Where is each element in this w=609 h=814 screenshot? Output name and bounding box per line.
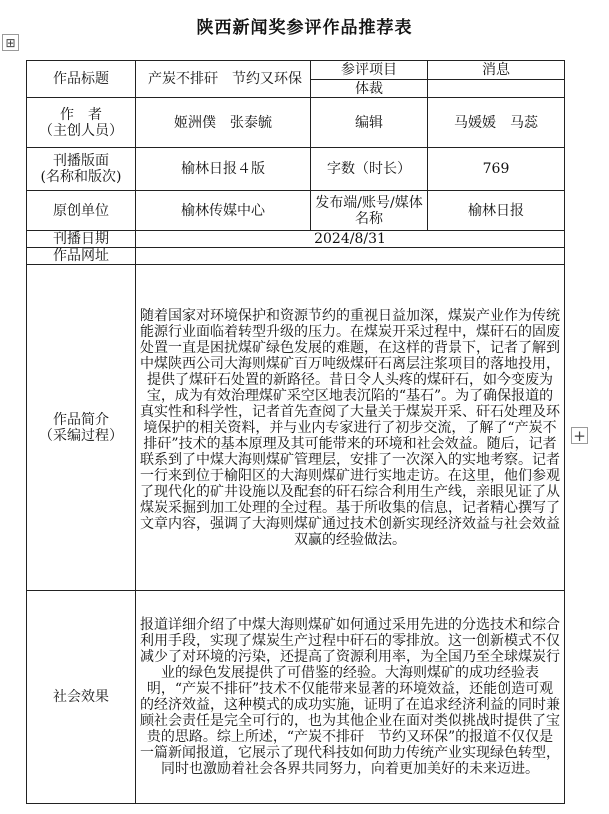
author-value[interactable]: 姬洲僕 张泰毓 [136,98,311,148]
effect-text[interactable]: 报道详细介绍了中煤大海则煤矿如何通过采用先进的分选技术和综合利用手段，实现了煤炭生产过程中矸石的零排放。这一创新模式不仅减少了对环境的污染，还提高了资源利用率，为全国乃至全球煤炭行业的绿色发展提供了可借鉴的经验。大海则煤矿的成功经验表明，“产炭不排矸”技术不仅能带来显著的环境效益，还能创造可观的经济效益，这种模式的成功实施，证明了在追求经济利益的同时兼顾社会责任是完全可行的，也为其他企业在面对类似挑战时提供了宝贵的思路。综上所述，“产炭不排矸 节约又环保”的报道不仅仅是一篇新闻报道，它展示了现代科技如何助力传统产业实现绿色转型，同时也激励着社会各界共同努力，向着更加美好的未来迈进。 [136,591,565,804]
date-value[interactable]: 2024/8/31 [136,231,565,248]
original-unit-value[interactable]: 榆林传媒中心 [136,191,311,231]
date-label: 刊播日期 [27,231,136,248]
publication-label-line-1: 刊播版面 [53,153,109,169]
editor-value[interactable]: 马媛媛 马蕊 [428,98,565,148]
intro-label [27,265,136,591]
genre-value[interactable] [428,80,565,98]
author-label-line-1: 作 者 [60,106,102,123]
page-title: 陕西新闻奖参评作品推荐表 [196,18,413,38]
publication-label-line-2: (名称和版次) [40,169,122,185]
intro-label-line-1: 作品简介 [53,411,109,428]
genre-label: 体裁 [311,80,428,98]
effect-label: 社会效果 [27,591,136,804]
category-label: 参评项目 [311,61,428,80]
intro-text[interactable]: 随着国家对环境保护和资源节约的重视日益加深，煤炭产业作为传统能源行业面临着转型升级的压力。在煤炭开采过程中，煤矸石的固废处置一直是困扰煤矿绿色发展的难题，在这样的背景下，记者了解到中煤陕西公司大海则煤矿百万吨级煤矸石离层注浆项目的落地投用，提供了煤矸石处置的新路径。昔日令人头疼的煤矸石，如今变废为宝，成为有效治理煤矿采空区地表沉陷的“基石”。为了确保报道的真实性和科学性，记者首先查阅了大量关于煤炭开采、矸石处理及环境保护的相关资料，并与业内专家进行了初步交流，了解了“产炭不排矸”技术的基本原理及其可能带来的环境和社会效益。随后，记者联系到了中煤大海则煤矿管理层，安排了一次深入的实地考察。记者一行来到位于榆阳区的大海则煤矿进行实地走访。在这里，他们参观了现代化的矿井设施以及配套的矸石综合利用生产线，亲眼见证了从煤炭采掘到加工处理的全过程。基于所收集的信息，记者精心撰写了文章内容，强调了大海则煤矿通过技术创新实现经济效益与社会效益双赢的经验做法。 [136,265,565,591]
word-count-value[interactable]: 769 [428,148,565,191]
category-value[interactable]: 消息 [428,61,565,80]
platform-value[interactable]: 榆林日报 [428,191,565,231]
work-title-label: 作品标题 [27,61,136,98]
recommendation-form-table [26,60,565,804]
author-label [27,98,136,148]
platform-label: 发布端/账号/媒体名称 [311,191,428,231]
original-unit-label: 原创单位 [27,191,136,231]
work-title-value[interactable]: 产炭不排矸 节约又环保 [136,61,311,98]
word-count-label: 字数（时长） [311,148,428,191]
url-label: 作品网址 [27,248,136,265]
editor-label: 编辑 [311,98,428,148]
publication-value[interactable]: 榆林日报４版 [136,148,311,191]
author-label-line-2: （主创人员） [39,122,123,139]
intro-label-line-2: （采编过程） [39,427,123,444]
add-column-icon[interactable]: + [571,427,588,444]
url-value[interactable] [136,248,565,265]
table-move-handle-icon[interactable]: ⊞ [2,34,19,51]
publication-label [27,148,136,191]
